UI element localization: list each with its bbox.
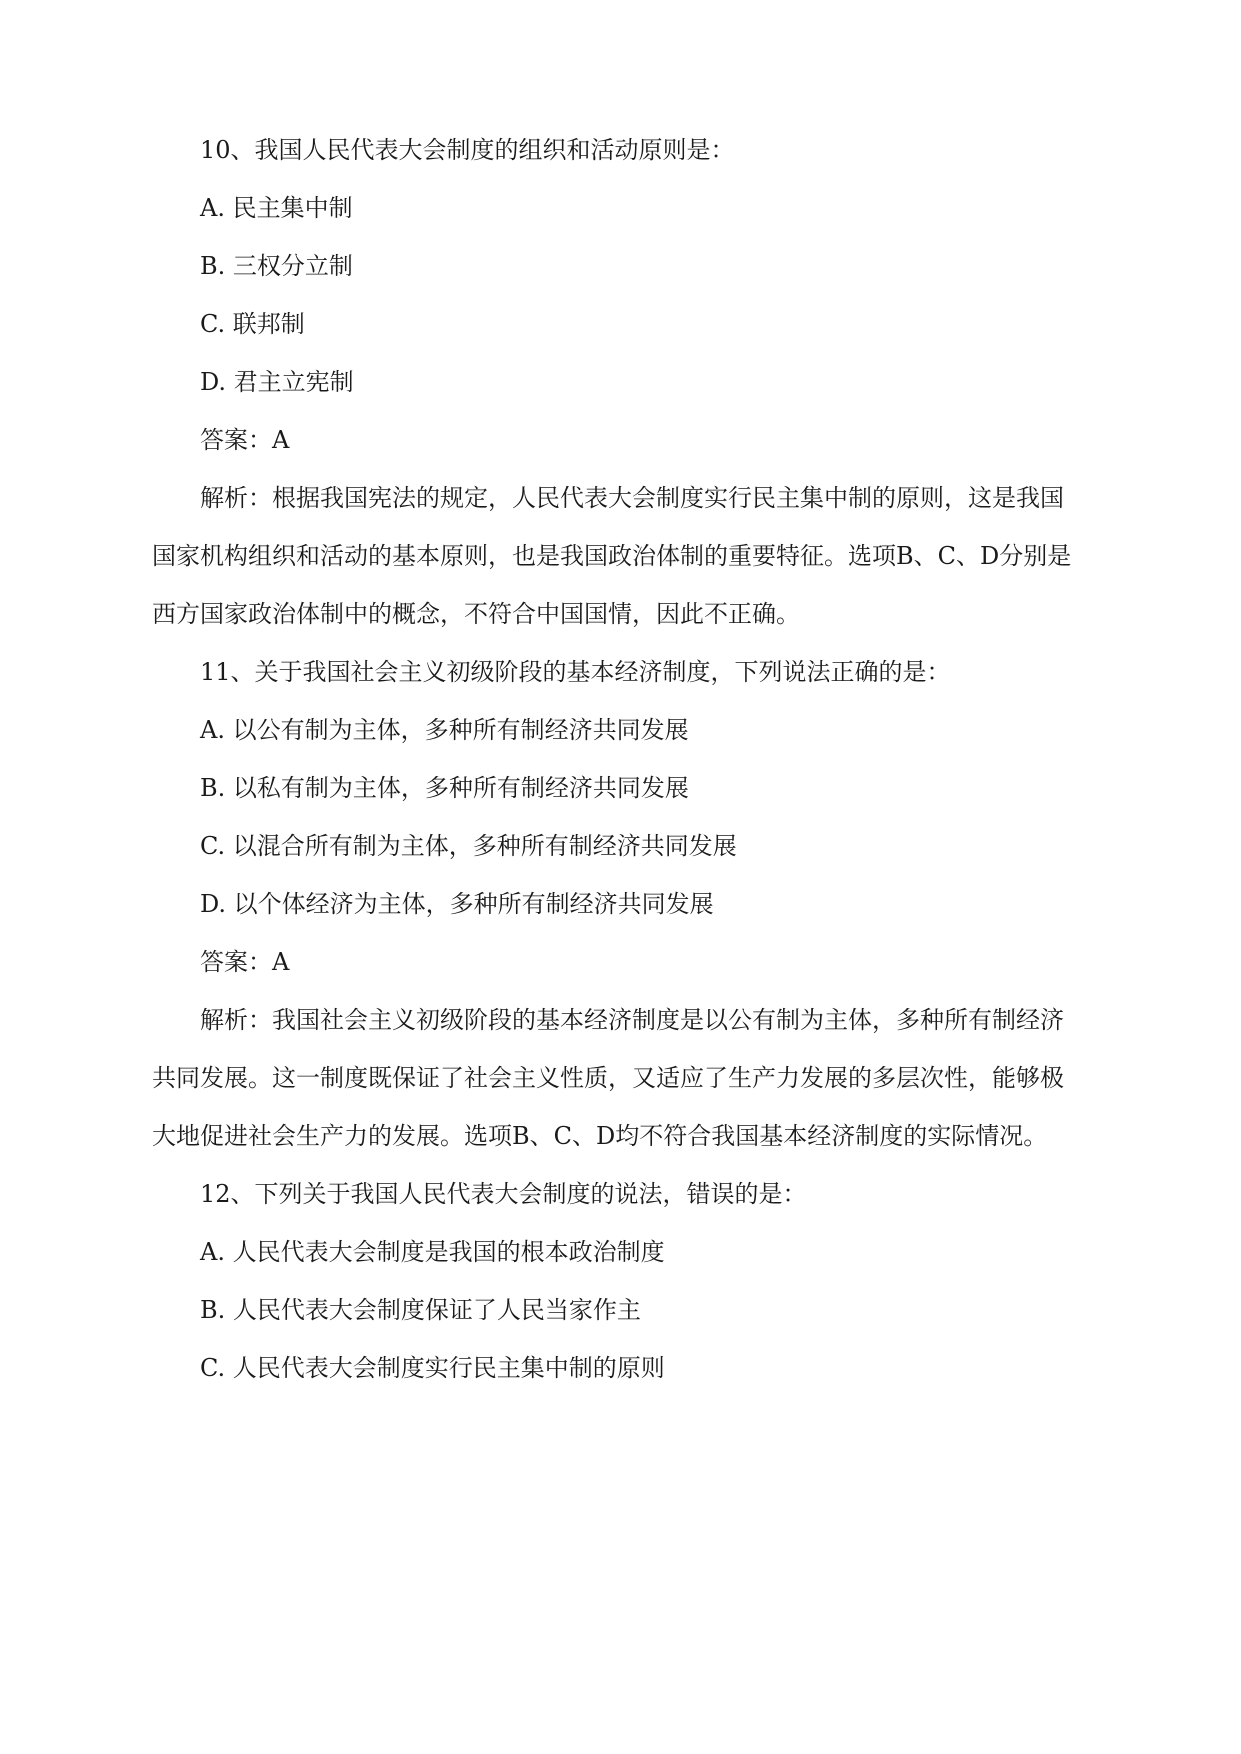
question-11-option-d: D. 以个体经济为主体，多种所有制经济共同发展 bbox=[200, 890, 714, 918]
question-10-explanation-line-3: 西方国家政治体制中的概念，不符合中国国情，因此不正确。 bbox=[152, 600, 800, 628]
question-11-explanation-line-3: 大地促进社会生产力的发展。选项B、C、D均不符合我国基本经济制度的实际情况。 bbox=[152, 1122, 1048, 1150]
question-12-stem: 12、下列关于我国人民代表大会制度的说法，错误的是： bbox=[200, 1180, 807, 1208]
question-10-answer: 答案：A bbox=[200, 426, 290, 454]
question-10-stem: 10、我国人民代表大会制度的组织和活动原则是： bbox=[200, 136, 735, 164]
question-10-option-a: A. 民主集中制 bbox=[200, 194, 353, 222]
question-11-explanation-line-2: 共同发展。这一制度既保证了社会主义性质，又适应了生产力发展的多层次性，能够极 bbox=[152, 1064, 1064, 1092]
question-11-answer: 答案：A bbox=[200, 948, 290, 976]
question-11-option-c: C. 以混合所有制为主体，多种所有制经济共同发展 bbox=[200, 832, 737, 860]
question-12-option-c: C. 人民代表大会制度实行民主集中制的原则 bbox=[200, 1354, 665, 1382]
question-11-option-a: A. 以公有制为主体，多种所有制经济共同发展 bbox=[200, 716, 689, 744]
question-10-option-b: B. 三权分立制 bbox=[200, 252, 353, 280]
question-10-option-c: C. 联邦制 bbox=[200, 310, 305, 338]
question-11-option-b: B. 以私有制为主体，多种所有制经济共同发展 bbox=[200, 774, 689, 802]
question-10-option-d: D. 君主立宪制 bbox=[200, 368, 354, 396]
question-11-explanation-line-1: 解析：我国社会主义初级阶段的基本经济制度是以公有制为主体，多种所有制经济 bbox=[200, 1006, 1064, 1034]
question-10-explanation-line-1: 解析：根据我国宪法的规定，人民代表大会制度实行民主集中制的原则，这是我国 bbox=[200, 484, 1064, 512]
question-12-option-a: A. 人民代表大会制度是我国的根本政治制度 bbox=[200, 1238, 665, 1266]
question-10-explanation-line-2: 国家机构组织和活动的基本原则，也是我国政治体制的重要特征。选项B、C、D分别是 bbox=[152, 542, 1072, 570]
question-12-option-b: B. 人民代表大会制度保证了人民当家作主 bbox=[200, 1296, 641, 1324]
question-11-stem: 11、关于我国社会主义初级阶段的基本经济制度，下列说法正确的是： bbox=[200, 658, 951, 686]
